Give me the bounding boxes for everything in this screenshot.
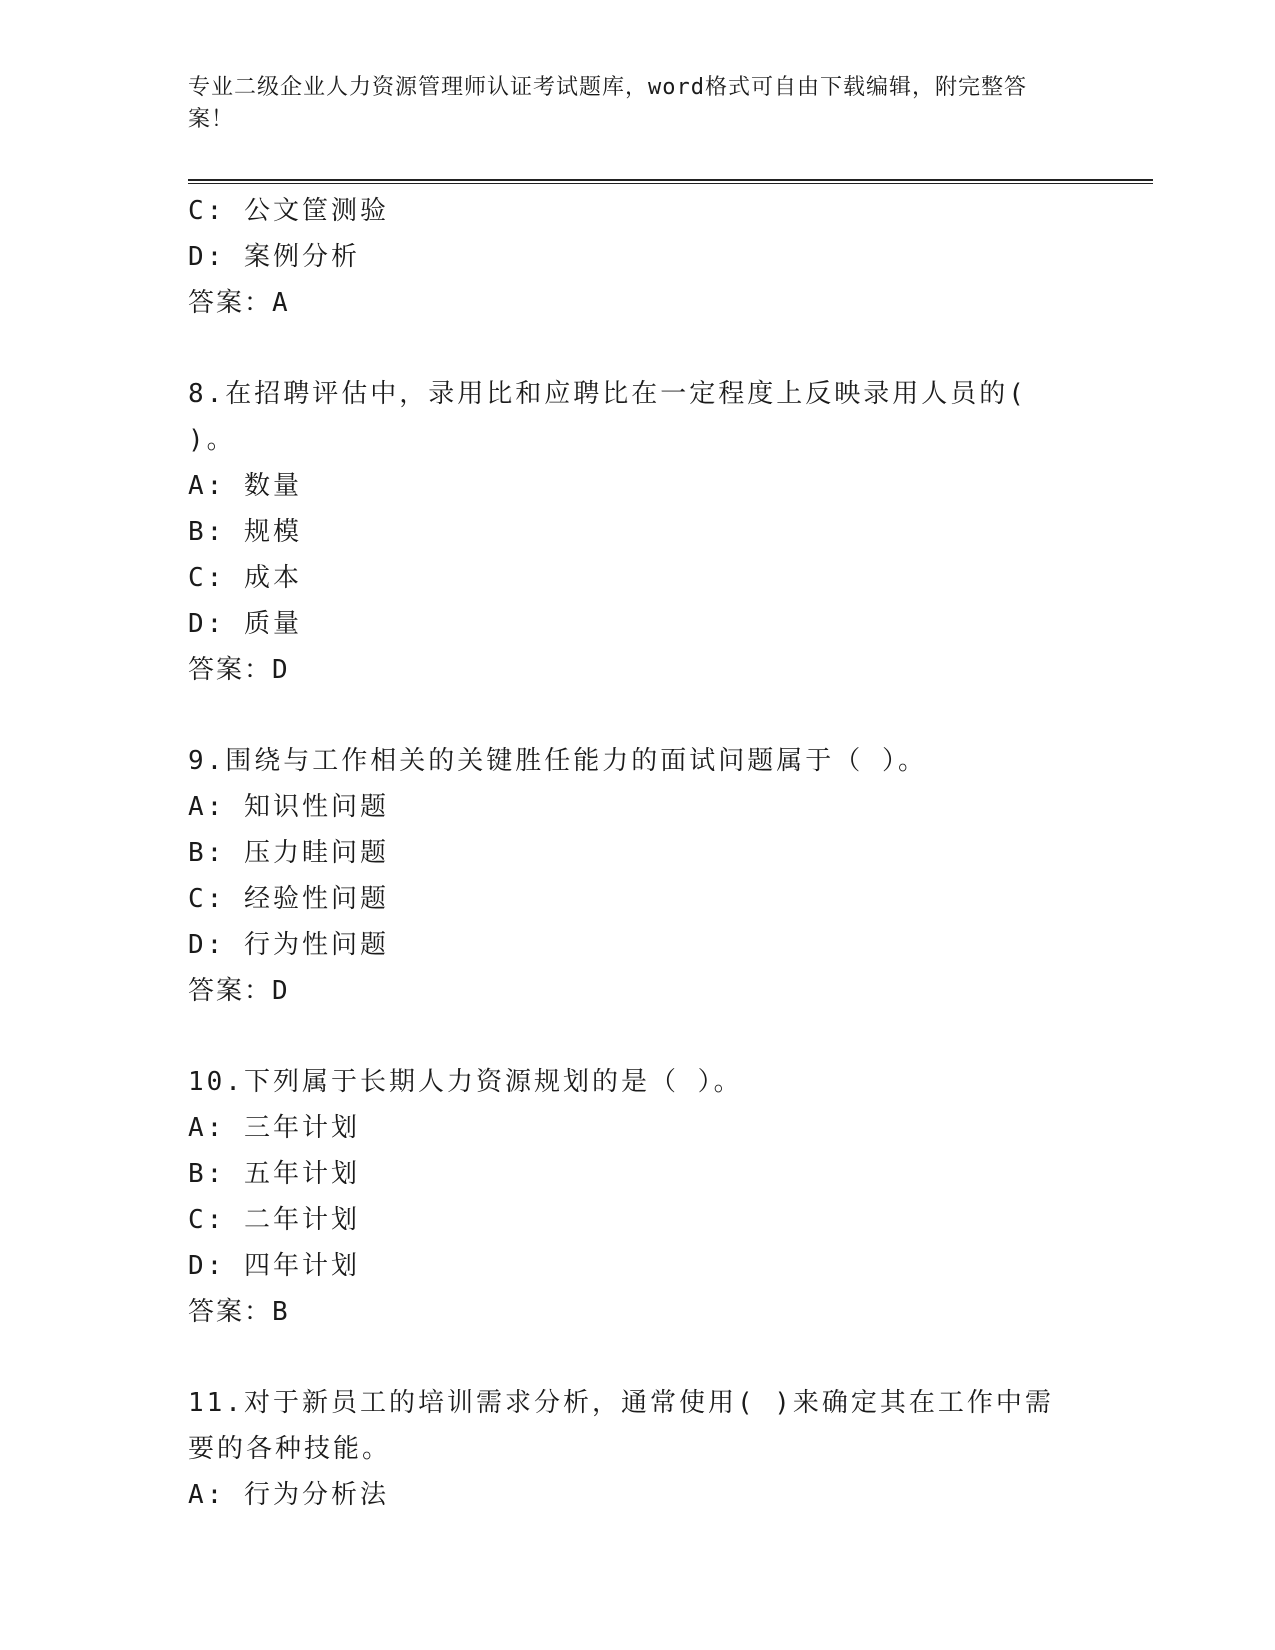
- question-9-text: 9.围绕与工作相关的关键胜任能力的面试问题属于（ ）。: [188, 746, 927, 776]
- page-header: 专业二级企业人力资源管理师认证考试题库，word格式可自由下载编辑，附完整答案！: [188, 75, 1027, 132]
- option-d: D: 案例分析: [188, 242, 360, 272]
- option-d: D: 四年计划: [188, 1251, 360, 1281]
- answer-line: 答案：D: [188, 976, 290, 1006]
- spacer: [188, 1014, 1068, 1059]
- question-11-text: 11.对于新员工的培训需求分析，通常使用( )来确定其在工作中需要的各种技能。: [188, 1388, 1054, 1464]
- option-c: C: 成本: [188, 563, 302, 593]
- option-b: B: 五年计划: [188, 1159, 360, 1189]
- question-8-text: 8.在招聘评估中，录用比和应聘比在一定程度上反映录用人员的( )。: [188, 379, 1027, 455]
- answer-line: 答案：B: [188, 1297, 290, 1327]
- header-divider: [188, 179, 1153, 181]
- answer-line: 答案：A: [188, 288, 290, 318]
- option-c: C: 经验性问题: [188, 884, 389, 914]
- option-b: B: 压力眭问题: [188, 838, 389, 868]
- spacer: [188, 1335, 1068, 1380]
- option-b: B: 规模: [188, 517, 302, 547]
- option-a: A: 行为分析法: [188, 1480, 389, 1510]
- option-d: D: 行为性问题: [188, 930, 389, 960]
- header-divider-thin: [188, 183, 1153, 184]
- question-10-text: 10.下列属于长期人力资源规划的是（ ）。: [188, 1067, 743, 1097]
- option-c: C: 二年计划: [188, 1205, 360, 1235]
- spacer: [188, 326, 1068, 371]
- question-list: [188, 188, 1068, 1518]
- option-a: A: 三年计划: [188, 1113, 360, 1143]
- answer-line: 答案：D: [188, 655, 290, 685]
- option-a: A: 知识性问题: [188, 792, 389, 822]
- option-c: C: 公文筐测验: [188, 196, 389, 226]
- option-d: D: 质量: [188, 609, 302, 639]
- spacer: [188, 693, 1068, 738]
- option-a: A: 数量: [188, 471, 302, 501]
